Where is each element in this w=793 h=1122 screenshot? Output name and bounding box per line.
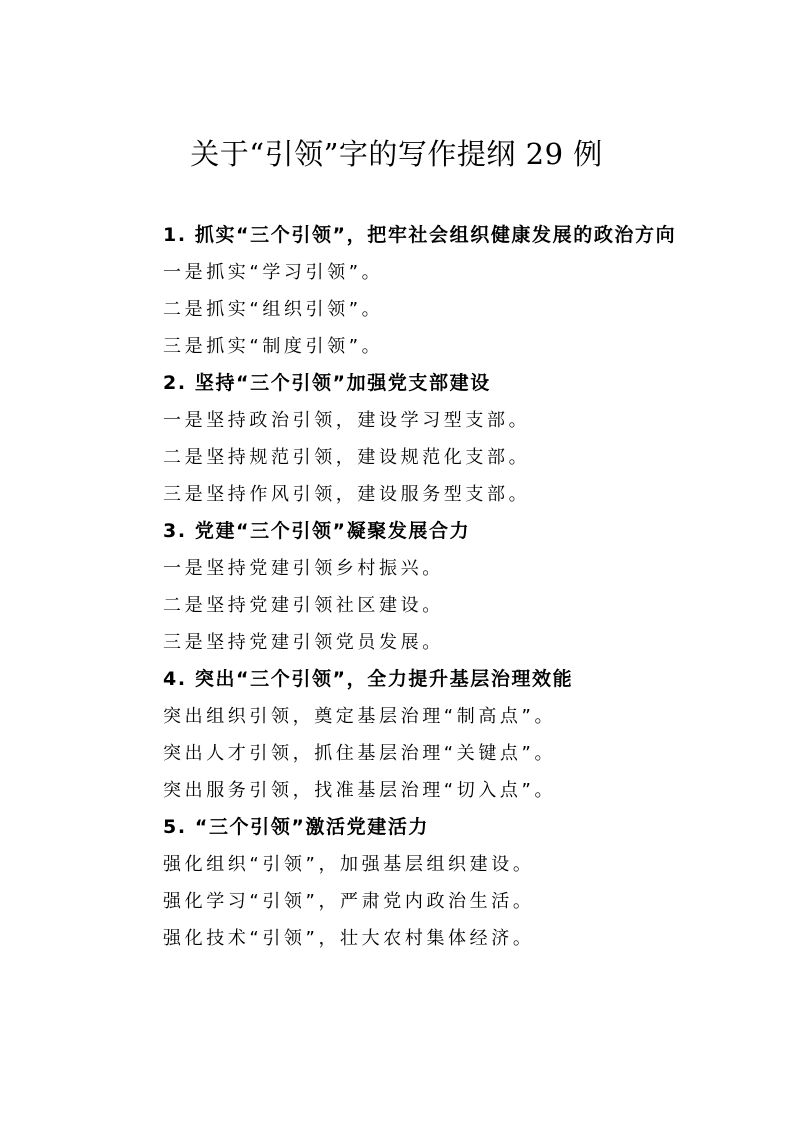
section-heading: 3. 党建“三个引领”凝聚发展合力	[163, 520, 471, 542]
list-item: 突出组织引领，奠定基层治理“制高点”。	[163, 706, 557, 727]
section-heading: 4. 突出“三个引领”，全力提升基层治理效能	[163, 668, 574, 690]
list-item: 一是坚持政治引领，建设学习型支部。	[163, 410, 531, 431]
section-heading: 5. “三个引领”激活党建活力	[163, 816, 430, 838]
list-item: 强化学习“引领”，严肃党内政治生活。	[163, 891, 535, 912]
list-item: 突出人才引领，抓住基层治理“关键点”。	[163, 743, 557, 764]
section-heading: 1. 抓实“三个引领”，把牢社会组织健康发展的政治方向	[163, 224, 677, 246]
document-body	[121, 216, 706, 957]
list-item: 三是坚持党建引领党员发展。	[163, 632, 444, 653]
section-heading: 2. 坚持“三个引领”加强党支部建设	[163, 372, 491, 394]
list-item: 强化组织“引领”，加强基层组织建设。	[163, 854, 535, 875]
list-item: 突出服务引领，找准基层治理“切入点”。	[163, 780, 557, 801]
document-title: 关于“引领”字的写作提纲 29 例	[190, 137, 603, 171]
list-item: 二是坚持党建引领社区建设。	[163, 595, 444, 616]
list-item: 三是坚持作风引领，建设服务型支部。	[163, 484, 531, 505]
list-item: 二是坚持规范引领，建设规范化支部。	[163, 447, 531, 468]
list-item: 一是抓实“学习引领”。	[163, 262, 384, 283]
list-item: 一是坚持党建引领乡村振兴。	[163, 558, 444, 579]
list-item: 强化技术“引领”，壮大农村集体经济。	[163, 928, 535, 949]
list-item: 二是抓实“组织引领”。	[163, 299, 384, 320]
list-item: 三是抓实“制度引领”。	[163, 336, 384, 357]
